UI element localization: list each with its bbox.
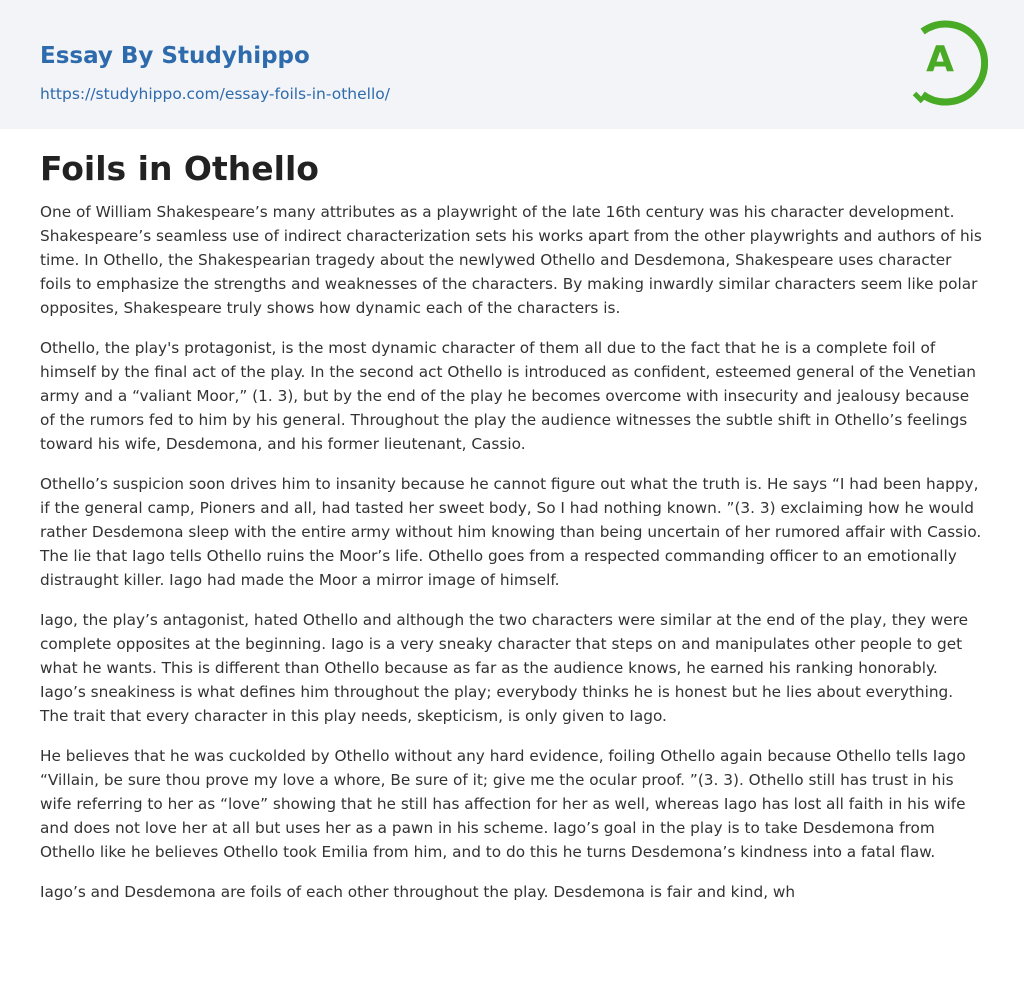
essay-paragraph: He believes that he was cuckolded by Othello without any hard evidence, foiling Othello again because Othello tells Iago “Villain, be sure thou prove my love a whore, Be sure of it; give me the ocular proof. ”(3. 3). Othello still has trust in his wife referring to her as “love” showing that he still has affection for her as well, whereas Iago has lost all faith in his wife and does not love her at all but uses her as a pawn in his scheme. Iago’s goal in the play is to take Desdemona from Othello like he believes Othello took Emilia from him, and to do this he turns Desdemona’s kindness into a fatal flaw. bbox=[40, 747, 966, 861]
page-header bbox=[0, 0, 1024, 129]
site-title: Essay By Studyhippo bbox=[40, 43, 310, 69]
article-url-link[interactable]: https://studyhippo.com/essay-foils-in-othello/ bbox=[40, 85, 390, 103]
essay-paragraph: Othello, the play's protagonist, is the most dynamic character of them all due to the fact that he is a complete foil of himself by the final act of the play. In the second act Othello is introduced as confident, esteemed general of the Venetian army and a “valiant Moor,” (1. 3), but by the end of the play he becomes overcome with insecurity and jealousy because of the rumors fed to him by his general. Throughout the play the audience witnesses the subtle shift in Othello’s feelings toward his wife, Desdemona, and his former lieutenant, Cassio. bbox=[40, 339, 976, 453]
essay-paragraph: Iago, the play’s antagonist, hated Othello and although the two characters were similar at the end of the play, they were complete opposites at the beginning. Iago is a very sneaky character that steps on and manipulates other people to get what he wants. This is different than Othello because as far as the audience knows, he earned his ranking honorably. Iago’s sneakiness is what defines him throughout the play; everybody thinks he is honest but he lies about everything. The trait that every character in this play needs, skepticism, is only given to Iago. bbox=[40, 611, 969, 725]
logo-letter: A bbox=[926, 39, 954, 80]
essay-paragraph: One of William Shakespeare’s many attributes as a playwright of the late 16th century was his character development. Shakespeare’s seamless use of indirect characterization sets his works apart from the other playwrights and authors of his time. In Othello, the Shakespearian tragedy about the newlywed Othello and Desdemona, Shakespeare uses character foils to emphasize the strengths and weaknesses of the characters. By making inwardly similar characters seem like polar opposites, Shakespeare truly shows how dynamic each of the characters is. bbox=[40, 203, 982, 317]
essay-paragraph-truncated: Iago’s and Desdemona are foils of each other throughout the play. Desdemona is fair and kind, wh bbox=[40, 883, 796, 901]
studyhippo-logo-icon[interactable] bbox=[910, 18, 988, 108]
essay-paragraph: Othello’s suspicion soon drives him to insanity because he cannot figure out what the truth is. He says “I had been happy, if the general camp, Pioners and all, had tasted her sweet body, So I had nothing known. ”(3. 3) exclaiming how he would rather Desdemona sleep with the entire army without him knowing than being uncertain of her rumored affair with Cassio. The lie that Iago tells Othello ruins the Moor’s life. Othello goes from a respected commanding officer to an emotionally distraught killer. Iago had made the Moor a mirror image of himself. bbox=[40, 475, 982, 589]
essay-title: Foils in Othello bbox=[40, 149, 319, 188]
essay-content bbox=[40, 146, 985, 920]
